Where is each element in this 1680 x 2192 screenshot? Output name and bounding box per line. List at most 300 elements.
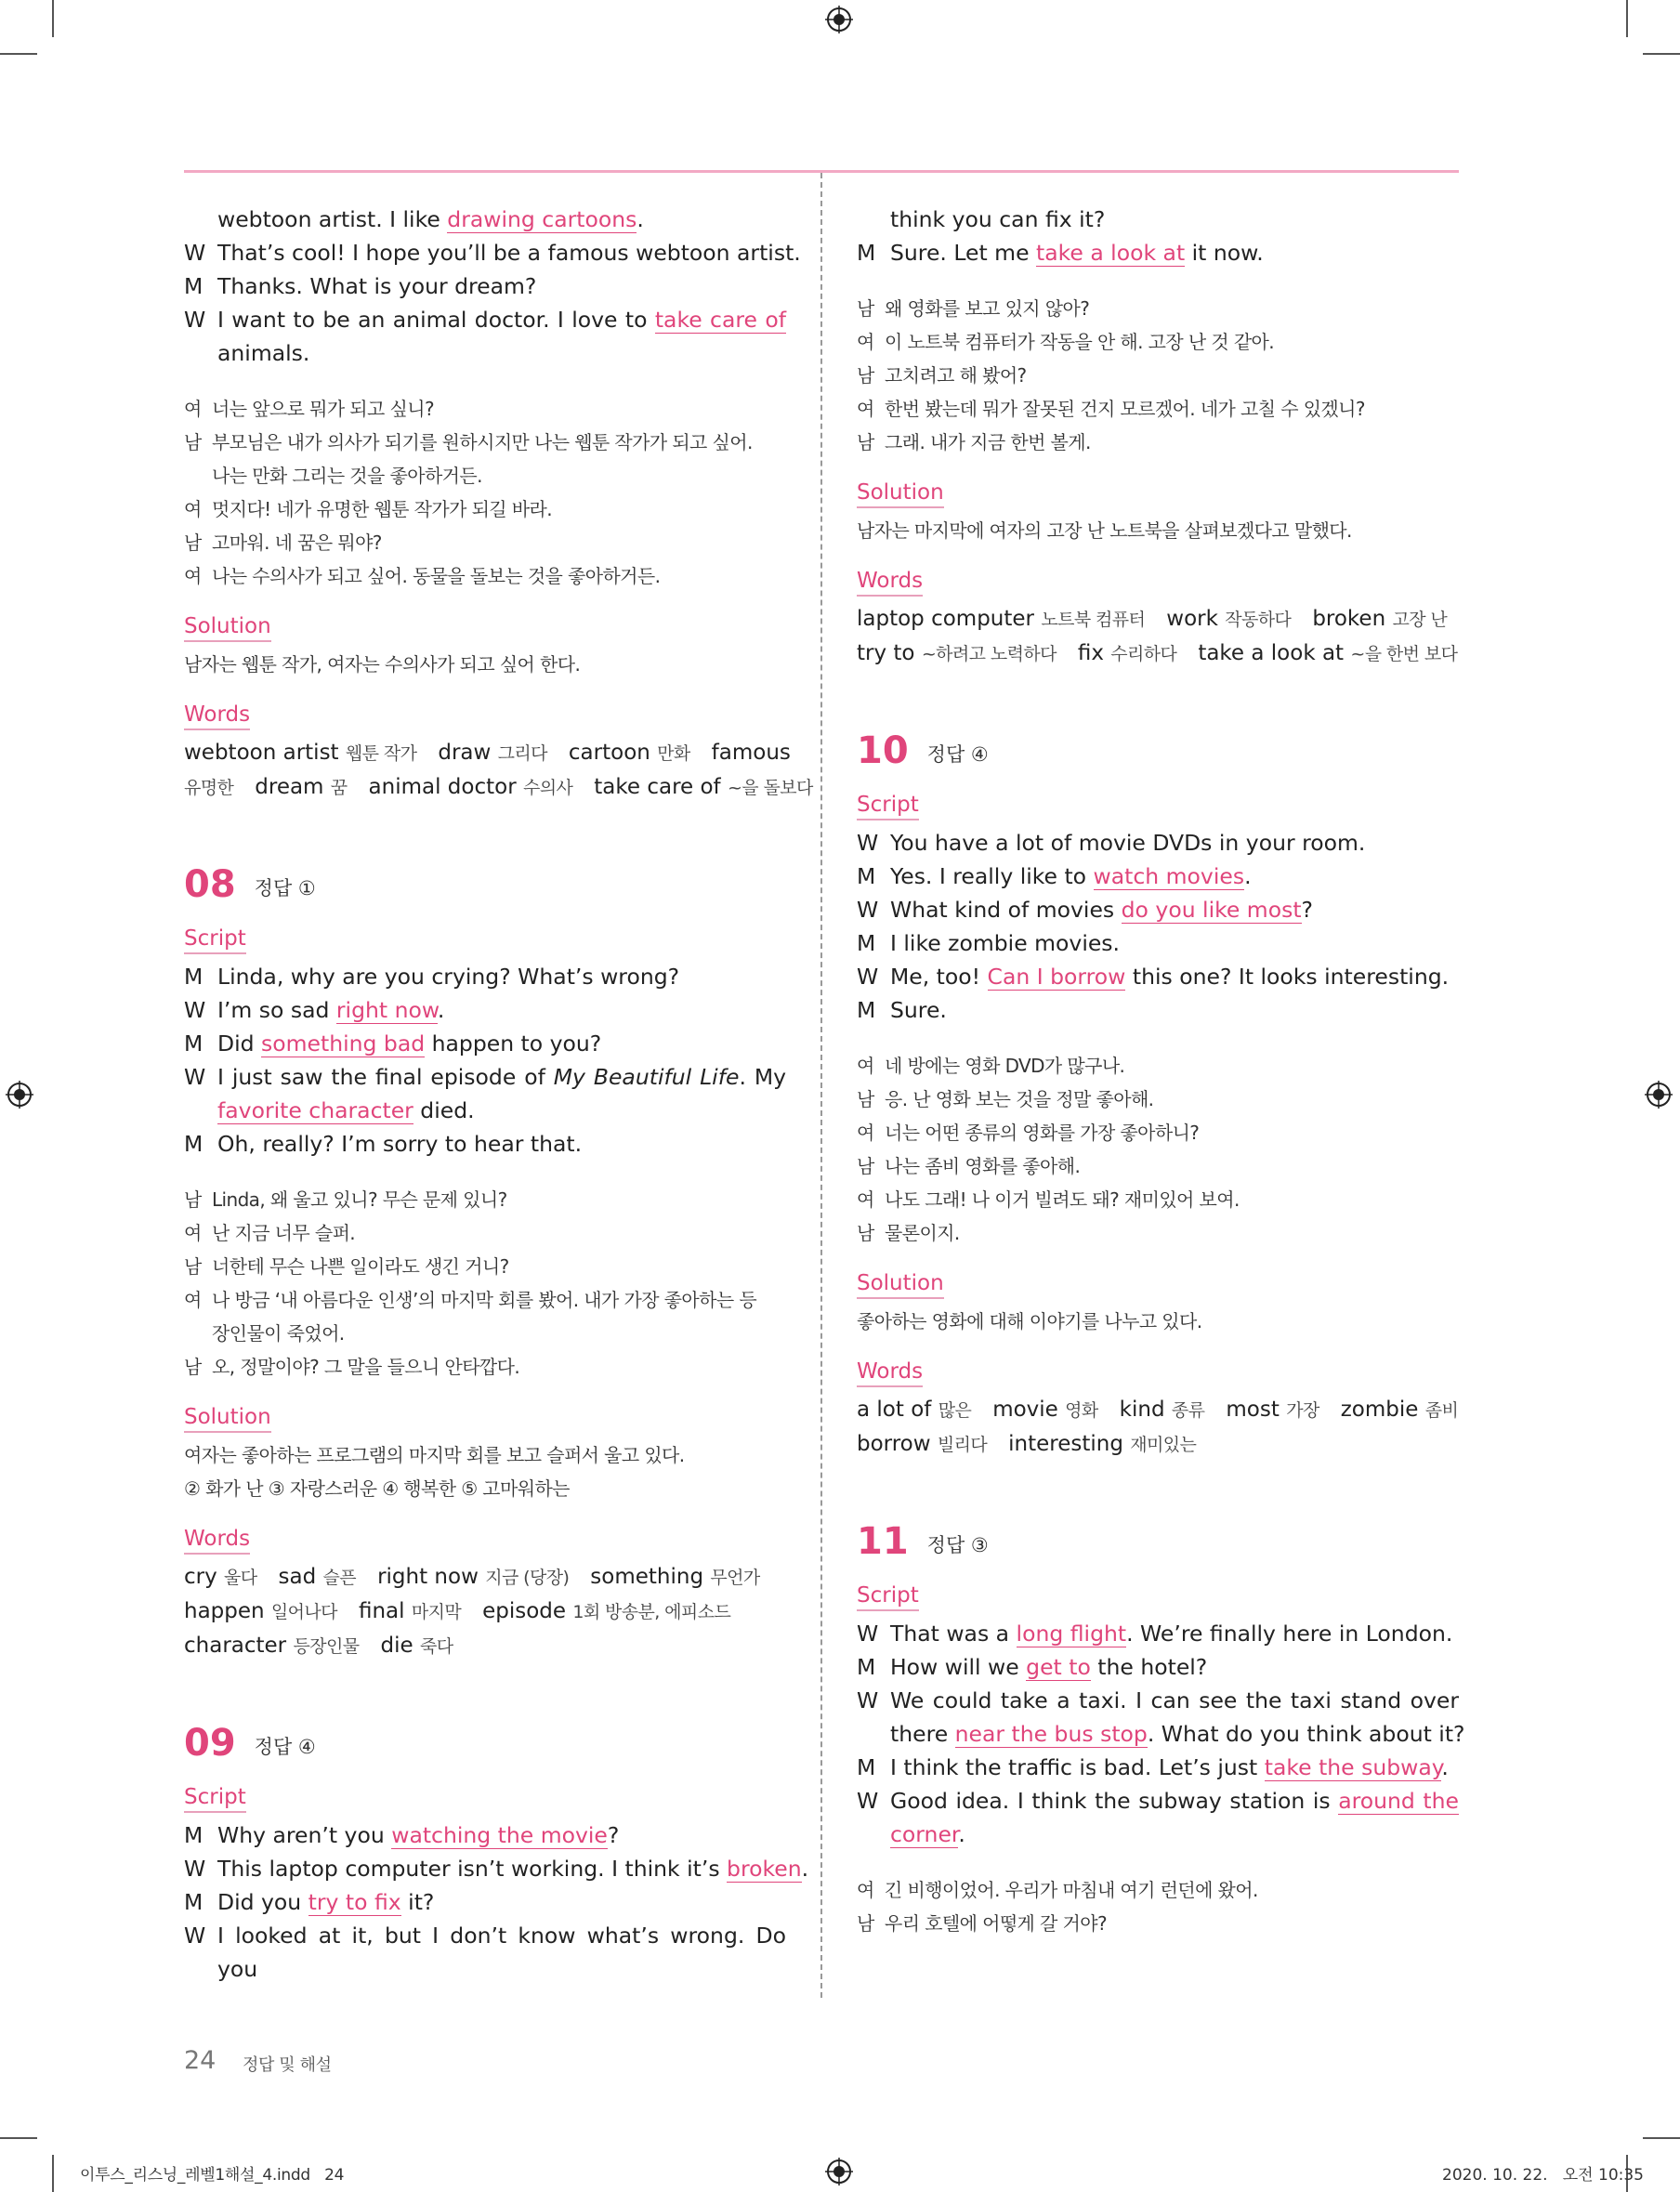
word-korean: ~하려고 노력하다 [921, 644, 1057, 664]
word-english: borrow [857, 1432, 931, 1456]
script-line [857, 1784, 1459, 1818]
speaker-label: 여 [857, 331, 874, 353]
translation-line [857, 1183, 1459, 1216]
words-list [857, 602, 1459, 671]
word-english: interesting [1008, 1432, 1123, 1456]
word-korean: 수의사 [522, 778, 573, 798]
script-text: Good idea. I think the subway station is around the [890, 1788, 1459, 1814]
speaker-label: W [184, 997, 206, 1023]
words-label: Words [184, 1526, 250, 1555]
words-row [184, 770, 813, 805]
word-english: dream [255, 775, 324, 799]
translation-line [857, 1149, 1459, 1183]
translation-line [184, 1317, 786, 1350]
translation-text: 오, 정말이야? 그 말을 들으니 안타깝다. [212, 1356, 520, 1378]
script-text: animals. [217, 340, 310, 366]
script-line [184, 960, 786, 993]
translation-text: 나 방금 ‘내 아름다운 인생’의 마지막 회를 봤어. 내가 가장 좋아하는 등 [212, 1289, 757, 1311]
script-text: What kind of movies do you like most? [890, 897, 1314, 923]
word-english: kind [1119, 1398, 1165, 1422]
speaker-label: W [857, 1788, 879, 1814]
question-number: 11 [857, 1520, 909, 1563]
question-header-08 [184, 859, 786, 905]
script-line [184, 1885, 786, 1919]
script-text: How will we get to the hotel? [890, 1654, 1208, 1680]
script-text: I want to be an animal doctor. I love to take care of [217, 307, 787, 333]
translation-line [184, 1183, 786, 1216]
word-korean: 일어나다 [270, 1602, 337, 1622]
crop-mark [52, 2155, 54, 2192]
crop-mark [1643, 53, 1680, 55]
translation-line [184, 459, 786, 492]
word-english: character [184, 1634, 287, 1658]
script-text: there near the bus stop. What do you think about it? [890, 1721, 1465, 1747]
speaker-label: M [857, 1754, 876, 1780]
word-english: cry [184, 1565, 217, 1589]
registration-mark-icon [1645, 1081, 1673, 1109]
words-row [184, 1629, 786, 1663]
highlight-phrase: drawing cartoons [447, 206, 637, 232]
word-english: cartoon [568, 741, 650, 765]
translation-text: 응. 난 영화 보는 것을 정말 좋아해. [885, 1088, 1154, 1110]
script-line [857, 860, 1459, 893]
words-row [857, 1427, 1459, 1462]
script-label: Script [857, 1582, 919, 1611]
speaker-label: 여 [857, 1188, 874, 1211]
script-text: favorite character died. [217, 1097, 475, 1123]
script-line [857, 926, 1459, 960]
speaker-label: 남 [857, 1912, 874, 1935]
translation-line [184, 559, 786, 593]
words-row [184, 1560, 786, 1595]
word-english: fix [1077, 641, 1104, 665]
translation-text: 장인물이 죽었어. [212, 1322, 345, 1345]
word-korean: 웹툰 작가 [345, 743, 417, 764]
speaker-label: 남 [857, 297, 874, 320]
translation-text: 우리 호텔에 어떻게 갈 거야? [885, 1912, 1107, 1935]
question-number: 09 [184, 1722, 236, 1765]
word-korean: 종류 [1171, 1400, 1205, 1421]
question-number: 08 [184, 863, 236, 906]
solution-label: Solution [184, 613, 271, 642]
translation-line [184, 492, 786, 526]
italic-title: My Beautiful Life [553, 1064, 740, 1090]
section-title: 정답 및 해설 [243, 2055, 332, 2075]
speaker-label: 남 [184, 532, 202, 554]
word-korean: 좀비 [1424, 1400, 1459, 1421]
script-line [857, 1617, 1459, 1650]
script-line [184, 1818, 786, 1852]
words-list [857, 1393, 1459, 1462]
translation-text: 왜 영화를 보고 있지 않아? [885, 297, 1090, 320]
translation-line [857, 359, 1459, 392]
word-english: webtoon artist [184, 741, 339, 765]
words-row [857, 1393, 1459, 1427]
highlight-phrase: right now [335, 997, 438, 1023]
solution-options: ② 화가 난 ③ 자랑스러운 ④ 행복한 ⑤ 고마워하는 [184, 1477, 570, 1500]
script-line [857, 960, 1459, 993]
word-english: happen [184, 1599, 265, 1623]
translation-text: 이 노트북 컴퓨터가 작동을 안 해. 고장 난 것 같아. [885, 331, 1275, 353]
script-text: corner. [890, 1821, 965, 1847]
crop-mark [52, 0, 54, 37]
word-korean: 고장 난 [1392, 610, 1448, 630]
script-text: Why aren’t you watching the movie? [217, 1822, 620, 1848]
highlight-phrase: watching the movie [391, 1822, 608, 1848]
script-line [857, 1717, 1465, 1751]
highlight-phrase: Can I borrow [987, 964, 1126, 990]
translation-line [184, 1283, 786, 1317]
words-list [184, 736, 813, 805]
script-line [184, 993, 786, 1027]
word-korean: 울다 [224, 1568, 257, 1588]
script-continuation [184, 203, 801, 370]
script-text: I’m so sad right now. [217, 997, 445, 1023]
highlight-phrase: take the subway [1264, 1754, 1442, 1780]
script-continuation [857, 203, 1459, 269]
script-text: I think the traffic is bad. Let’s just take the subway. [890, 1754, 1449, 1780]
speaker-label: M [184, 273, 203, 299]
right-column [857, 203, 1465, 1940]
speaker-label: M [184, 1030, 203, 1057]
crop-mark [1643, 2137, 1680, 2139]
speaker-label: W [857, 964, 879, 990]
speaker-label: W [857, 897, 879, 923]
words-label: Words [857, 568, 923, 597]
words-row [184, 736, 791, 770]
column-divider [820, 173, 822, 1998]
highlight-phrase: get to [1026, 1654, 1091, 1680]
speaker-label: 남 [857, 1222, 874, 1244]
answer-key: 정답 ④ [926, 743, 989, 766]
speaker-label: M [857, 930, 876, 956]
translation-text: 부모님은 내가 의사가 되기를 원하시지만 나는 웹툰 작가가 되고 싶어. [212, 431, 753, 453]
script-text: Did you try to fix it? [217, 1889, 435, 1915]
speaker-label: W [184, 1923, 206, 1949]
highlight-phrase: take a look at [1036, 240, 1186, 266]
word-korean: 죽다 [419, 1636, 453, 1657]
script-lines [184, 1818, 809, 1986]
highlight-phrase: broken [727, 1856, 802, 1882]
word-korean: 재미있는 [1130, 1435, 1197, 1455]
script-text: I just saw the final episode of My Beautiful Life. My [217, 1064, 786, 1090]
speaker-label: W [857, 1687, 879, 1713]
script-line [857, 1818, 1459, 1851]
translation-line [857, 1049, 1459, 1083]
script-text: This laptop computer isn’t working. I think it’s broken. [217, 1856, 809, 1882]
crop-mark [0, 2137, 37, 2139]
script-text: think you can fix it? [890, 206, 1106, 232]
script-text: Sure. Let me take a look at it now. [890, 240, 1264, 266]
script-text: I looked at it, but I don’t know what’s wrong. Do you [217, 1923, 786, 1982]
translation-text: 난 지금 너무 슬퍼. [212, 1222, 356, 1244]
script-text: You have a lot of movie DVDs in your room. [890, 830, 1366, 856]
crop-mark [0, 53, 37, 55]
word-english: broken [1312, 607, 1386, 631]
speaker-label: W [184, 1064, 206, 1090]
word-english: die [380, 1634, 413, 1658]
words-list [184, 1560, 786, 1663]
word-english: episode [482, 1599, 567, 1623]
left-column [184, 203, 813, 1986]
word-english: sad [278, 1565, 317, 1589]
translation-text: 나도 그래! 나 이거 빌려도 돼? 재미있어 보여. [885, 1188, 1240, 1211]
translation-text: 물론이지. [885, 1222, 960, 1244]
translation-line [857, 1083, 1459, 1116]
translation-line [184, 526, 786, 559]
word-english: try to [857, 641, 915, 665]
solution-label: Solution [184, 1404, 271, 1433]
translation-line [857, 1116, 1459, 1149]
speaker-label: 여 [184, 1222, 202, 1244]
registration-mark-icon [825, 6, 853, 33]
script-line [184, 1094, 786, 1127]
script-lines [857, 1617, 1465, 1851]
solution-label: Solution [857, 479, 944, 508]
answer-key: 정답 ① [254, 877, 316, 899]
translation-line [184, 1350, 786, 1384]
speaker-label: W [857, 1621, 879, 1647]
speaker-label: 남 [857, 431, 874, 453]
translation-line [184, 392, 786, 426]
translation-text: 한번 봤는데 뭐가 잘못된 건지 모르겠어. 네가 고칠 수 있겠니? [885, 398, 1365, 420]
solution-label: Solution [857, 1270, 944, 1299]
speaker-label: 남 [184, 1255, 202, 1278]
speaker-label: W [184, 240, 206, 266]
speaker-label: 남 [857, 364, 874, 387]
script-text: Did something bad happen to you? [217, 1030, 602, 1057]
highlight-phrase: near the bus stop [954, 1721, 1148, 1747]
speaker-label: 남 [857, 1155, 874, 1177]
registration-mark-icon [825, 2158, 853, 2185]
highlight-phrase: try to fix [308, 1889, 401, 1915]
speaker-label: 여 [857, 1879, 874, 1901]
translation-line [857, 1216, 1459, 1250]
speaker-label: 여 [857, 1055, 874, 1077]
words-label: Words [184, 702, 250, 730]
word-english: zombie [1340, 1398, 1419, 1422]
highlight-phrase: take care of [654, 307, 787, 333]
speaker-label: 남 [184, 1356, 202, 1378]
question-header-10 [857, 725, 1459, 771]
script-line [857, 826, 1459, 860]
speaker-label: M [857, 997, 876, 1023]
translation-line [857, 325, 1459, 359]
speaker-label: 여 [857, 1122, 874, 1144]
script-text: Oh, really? I’m sorry to hear that. [217, 1131, 583, 1157]
script-label: Script [184, 925, 246, 954]
word-english: movie [992, 1398, 1058, 1422]
translation-text: Linda, 왜 울고 있니? 무슨 문제 있니? [212, 1188, 507, 1211]
korean-translation [857, 1049, 1459, 1250]
words-row [184, 1595, 786, 1629]
word-english: work [1166, 607, 1218, 631]
word-korean: 유명한 [184, 778, 234, 798]
translation-text: 멋지다! 네가 유명한 웹툰 작가가 되길 바라. [212, 498, 552, 520]
crop-mark [1626, 0, 1628, 37]
words-row [857, 637, 1459, 671]
word-korean: ~을 돌보다 [727, 778, 813, 798]
question-number: 10 [857, 729, 909, 772]
translation-text: 나는 좀비 영화를 좋아해. [885, 1155, 1081, 1177]
script-label: Script [184, 1784, 246, 1813]
speaker-label: 남 [184, 1188, 202, 1211]
word-korean: ~을 한번 보다 [1350, 644, 1458, 664]
word-korean: 만화 [657, 743, 690, 764]
speaker-label: 여 [184, 1289, 202, 1311]
script-text: We could take a taxi. I can see the taxi stand over [890, 1687, 1459, 1713]
script-line [184, 1127, 786, 1161]
speaker-label: 남 [857, 1088, 874, 1110]
script-lines [857, 826, 1459, 1027]
speaker-label: 여 [184, 398, 202, 420]
speaker-label: M [184, 964, 203, 990]
translation-line [857, 392, 1459, 426]
script-text: I like zombie movies. [890, 930, 1121, 956]
highlight-phrase: corner [890, 1821, 959, 1847]
answer-key: 정답 ④ [254, 1736, 316, 1758]
speaker-label: M [184, 1889, 203, 1915]
script-lines [184, 960, 786, 1161]
translation-text: 고치려고 해 봤어? [885, 364, 1027, 387]
word-korean: 영화 [1065, 1400, 1098, 1421]
registration-mark-icon [6, 1081, 33, 1109]
word-korean: 수리하다 [1110, 644, 1177, 664]
word-english: animal doctor [368, 775, 517, 799]
word-english: right now [377, 1565, 479, 1589]
speaker-label: W [184, 1856, 206, 1882]
word-english: draw [438, 741, 492, 765]
word-english: final [358, 1599, 405, 1623]
word-korean: 마지막 [411, 1602, 462, 1622]
script-line [184, 236, 801, 269]
highlight-phrase: favorite character [217, 1097, 413, 1123]
script-text: That’s cool! I hope you’ll be a famous webtoon artist. [217, 240, 801, 266]
solution-text: 여자는 좋아하는 프로그램의 마지막 회를 보고 슬퍼서 울고 있다. [184, 1444, 685, 1466]
question-header-11 [857, 1516, 1459, 1562]
script-line [857, 893, 1459, 926]
highlight-phrase: watch movies [1093, 863, 1245, 889]
word-english: famous [711, 741, 791, 765]
script-text: webtoon artist. I like drawing cartoons. [217, 206, 644, 232]
question-header-09 [184, 1717, 786, 1764]
script-line [857, 203, 1459, 236]
script-text: That was a long flight. We’re finally here in London. [890, 1621, 1453, 1647]
speaker-label: M [857, 863, 876, 889]
word-english: take care of [594, 775, 721, 799]
highlight-phrase: do you like most [1121, 897, 1302, 923]
translation-line [857, 426, 1459, 459]
translation-text: 너는 어떤 종류의 영화를 가장 좋아하니? [885, 1122, 1200, 1144]
translation-line [857, 1907, 1459, 1940]
speaker-label: M [184, 1822, 203, 1848]
word-korean: 슬픈 [322, 1568, 357, 1588]
script-line [184, 1919, 786, 1986]
script-label: Script [857, 792, 919, 820]
translation-line [857, 292, 1459, 325]
script-line [857, 1684, 1459, 1717]
word-korean: 빌리다 [937, 1435, 988, 1455]
script-line [857, 236, 1459, 269]
translation-line [184, 426, 786, 459]
translation-text: 나는 수의사가 되고 싶어. 동물을 돌보는 것을 좋아하거든. [212, 565, 661, 587]
speaker-label: M [184, 1131, 203, 1157]
solution-text: 좋아하는 영화에 대해 이야기를 나누고 있다. [857, 1310, 1202, 1332]
script-line [184, 1852, 809, 1885]
word-english: laptop computer [857, 607, 1035, 631]
translation-text: 고마워. 네 꿈은 뭐야? [212, 532, 382, 554]
solution-text: 남자는 마지막에 여자의 고장 난 노트북을 살펴보겠다고 말했다. [857, 519, 1352, 542]
script-text: Yes. I really like to watch movies. [890, 863, 1252, 889]
script-line [184, 1060, 786, 1094]
translation-text: 나는 만화 그리는 것을 좋아하거든. [212, 465, 482, 487]
script-line [184, 203, 786, 236]
word-english: something [590, 1565, 704, 1589]
script-text: Thanks. What is your dream? [217, 273, 537, 299]
translation-text: 그래. 내가 지금 한번 볼게. [885, 431, 1091, 453]
script-text: Me, too! Can I borrow this one? It looks interesting. [890, 964, 1450, 990]
speaker-label: M [857, 1654, 876, 1680]
speaker-label: 남 [184, 431, 202, 453]
file-slug: 이투스_리스닝_레벨1해설_4.indd 24 [80, 2166, 345, 2185]
word-korean: 많은 [938, 1400, 972, 1421]
word-korean: 그리다 [497, 743, 547, 764]
words-row [857, 602, 1459, 637]
word-korean: 가장 [1286, 1400, 1319, 1421]
highlight-phrase: around the [1338, 1788, 1459, 1814]
word-korean: 작동하다 [1225, 610, 1292, 630]
translation-text: 너는 앞으로 뭐가 되고 싶니? [212, 398, 434, 420]
page-number: 24 [184, 2046, 217, 2075]
script-text: Linda, why are you crying? What’s wrong? [217, 964, 680, 990]
script-line [184, 336, 786, 370]
word-english: take a look at [1198, 641, 1345, 665]
answer-key: 정답 ③ [926, 1534, 989, 1556]
print-datetime: 2020. 10. 22. 오전 10:35 [1442, 2166, 1644, 2185]
korean-translation [857, 292, 1459, 459]
word-english: a lot of [857, 1398, 932, 1422]
word-korean: 지금 (당장) [485, 1568, 570, 1588]
script-line [857, 993, 1459, 1027]
script-line [857, 1650, 1459, 1684]
solution-text: 남자는 웹툰 작가, 여자는 수의사가 되고 싶어 한다. [184, 653, 581, 676]
speaker-label: M [857, 240, 876, 266]
translation-text: 네 방에는 영화 DVD가 많구나. [885, 1055, 1125, 1077]
korean-translation [184, 1183, 786, 1384]
korean-translation [184, 392, 786, 593]
word-korean: 1회 방송분, 에피소드 [572, 1602, 731, 1622]
translation-line [857, 1873, 1459, 1907]
translation-line [184, 1216, 786, 1250]
words-label: Words [857, 1359, 923, 1387]
word-english: most [1226, 1398, 1280, 1422]
speaker-label: W [184, 307, 206, 333]
word-korean: 꿈 [330, 778, 348, 798]
speaker-label: 여 [857, 398, 874, 420]
word-korean: 무언가 [710, 1568, 760, 1588]
word-korean: 등장인물 [293, 1636, 360, 1657]
script-line [184, 303, 786, 336]
script-line [184, 269, 786, 303]
speaker-label: W [857, 830, 879, 856]
script-line [184, 1027, 786, 1060]
translation-line [184, 1250, 786, 1283]
word-korean: 노트북 컴퓨터 [1041, 610, 1146, 630]
speaker-label: 여 [184, 498, 202, 520]
translation-text: 너한테 무슨 나쁜 일이라도 생긴 거니? [212, 1255, 509, 1278]
translation-text: 긴 비행이었어. 우리가 마침내 여기 런던에 왔어. [885, 1879, 1258, 1901]
speaker-label: 여 [184, 565, 202, 587]
